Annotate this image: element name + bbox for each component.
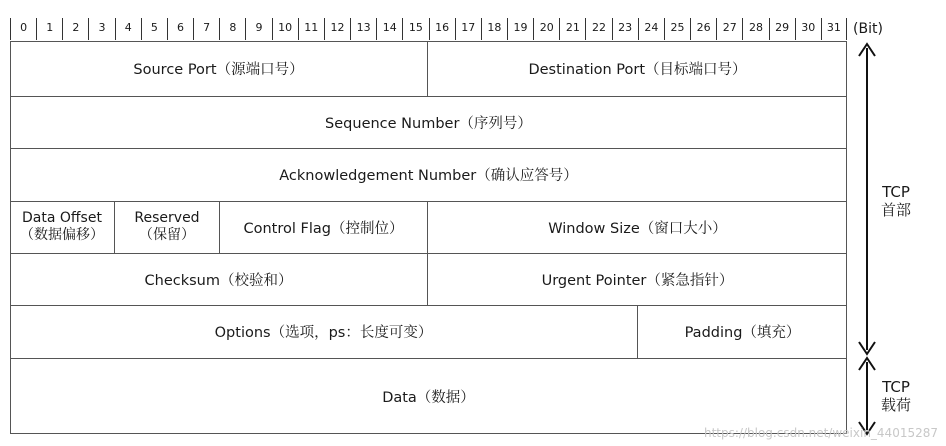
- bit-tick: 23: [612, 18, 638, 40]
- reserved-field: [115, 201, 220, 253]
- control-flag-field: Control Flag（控制位）: [220, 201, 428, 253]
- checksum-field: Checksum（校验和）: [10, 253, 428, 305]
- bit-tick: 29: [769, 18, 795, 40]
- bit-tick: 21: [559, 18, 585, 40]
- bit-tick: 5: [141, 18, 167, 40]
- row-ack: [10, 148, 847, 201]
- destination-port-field: Destination Port（目标端口号）: [528, 62, 747, 78]
- bit-tick: 4: [115, 18, 141, 40]
- bit-tick: 22: [585, 18, 611, 40]
- bit-tick: 14: [376, 18, 402, 40]
- bit-tick: 24: [638, 18, 664, 40]
- bit-tick: 27: [716, 18, 742, 40]
- side-arrows: [850, 40, 884, 436]
- source-port-field: Source Port（源端口号）: [10, 41, 428, 96]
- bit-tick: 6: [167, 18, 193, 40]
- bit-unit-label: (Bit): [853, 21, 883, 37]
- tcp-header-label-line2: 首部: [880, 201, 911, 219]
- data-offset-cn: （数据偏移）: [20, 227, 104, 243]
- bit-tick: 16: [429, 18, 455, 40]
- bit-tick: 7: [193, 18, 219, 40]
- bit-tick: 18: [481, 18, 507, 40]
- reserved-cn: （保留）: [138, 227, 195, 243]
- urgent-pointer-field: Urgent Pointer（紧急指针）: [541, 272, 734, 289]
- bit-tick: 1: [36, 18, 62, 40]
- bit-tick: 20: [533, 18, 559, 40]
- bit-tick: 12: [324, 18, 350, 40]
- tcp-payload-label: [876, 378, 916, 414]
- bit-tick: 19: [507, 18, 533, 40]
- bit-tick: 28: [742, 18, 768, 40]
- tcp-header-label: [876, 183, 916, 219]
- row-options: [10, 305, 847, 358]
- bit-tick: 31: [821, 18, 847, 40]
- row-data: [10, 358, 847, 434]
- data-field: Data（数据）: [382, 389, 475, 406]
- options-field: Options（选项，ps：长度可变）: [10, 305, 638, 358]
- data-offset-field: [10, 201, 115, 253]
- watermark: https://blog.csdn.net/weixin_44015287: [703, 426, 938, 440]
- bit-tick: 3: [88, 18, 114, 40]
- bit-tick: 2: [62, 18, 88, 40]
- row-control: [10, 201, 847, 253]
- tcp-payload-label-line1: TCP: [882, 378, 910, 396]
- reserved-label: Reserved: [134, 210, 200, 226]
- row-sequence: [10, 96, 847, 148]
- bit-tick: 10: [272, 18, 298, 40]
- tcp-payload-label-line2: 载荷: [880, 396, 911, 414]
- row-checksum: [10, 253, 847, 305]
- bit-tick: 9: [245, 18, 271, 40]
- bit-tick: 0: [10, 18, 36, 40]
- window-size-field: Window Size（窗口大小）: [548, 220, 727, 237]
- bit-tick: 13: [350, 18, 376, 40]
- row-ports: [10, 41, 847, 96]
- bit-tick: 8: [219, 18, 245, 40]
- tcp-header-label-line1: TCP: [882, 183, 910, 201]
- padding-field: Padding（填充）: [684, 325, 801, 341]
- bit-tick: 25: [664, 18, 690, 40]
- bit-tick: 26: [690, 18, 716, 40]
- bit-tick: 17: [455, 18, 481, 40]
- sequence-number-field: Sequence Number（序列号）: [325, 115, 532, 132]
- bit-tick: 11: [298, 18, 324, 40]
- bit-tick: 15: [402, 18, 428, 40]
- ack-number-field: Acknowledgement Number（确认应答号）: [279, 168, 578, 184]
- bit-ruler: [10, 18, 847, 40]
- bit-tick: 30: [795, 18, 821, 40]
- data-offset-label: Data Offset: [22, 210, 102, 226]
